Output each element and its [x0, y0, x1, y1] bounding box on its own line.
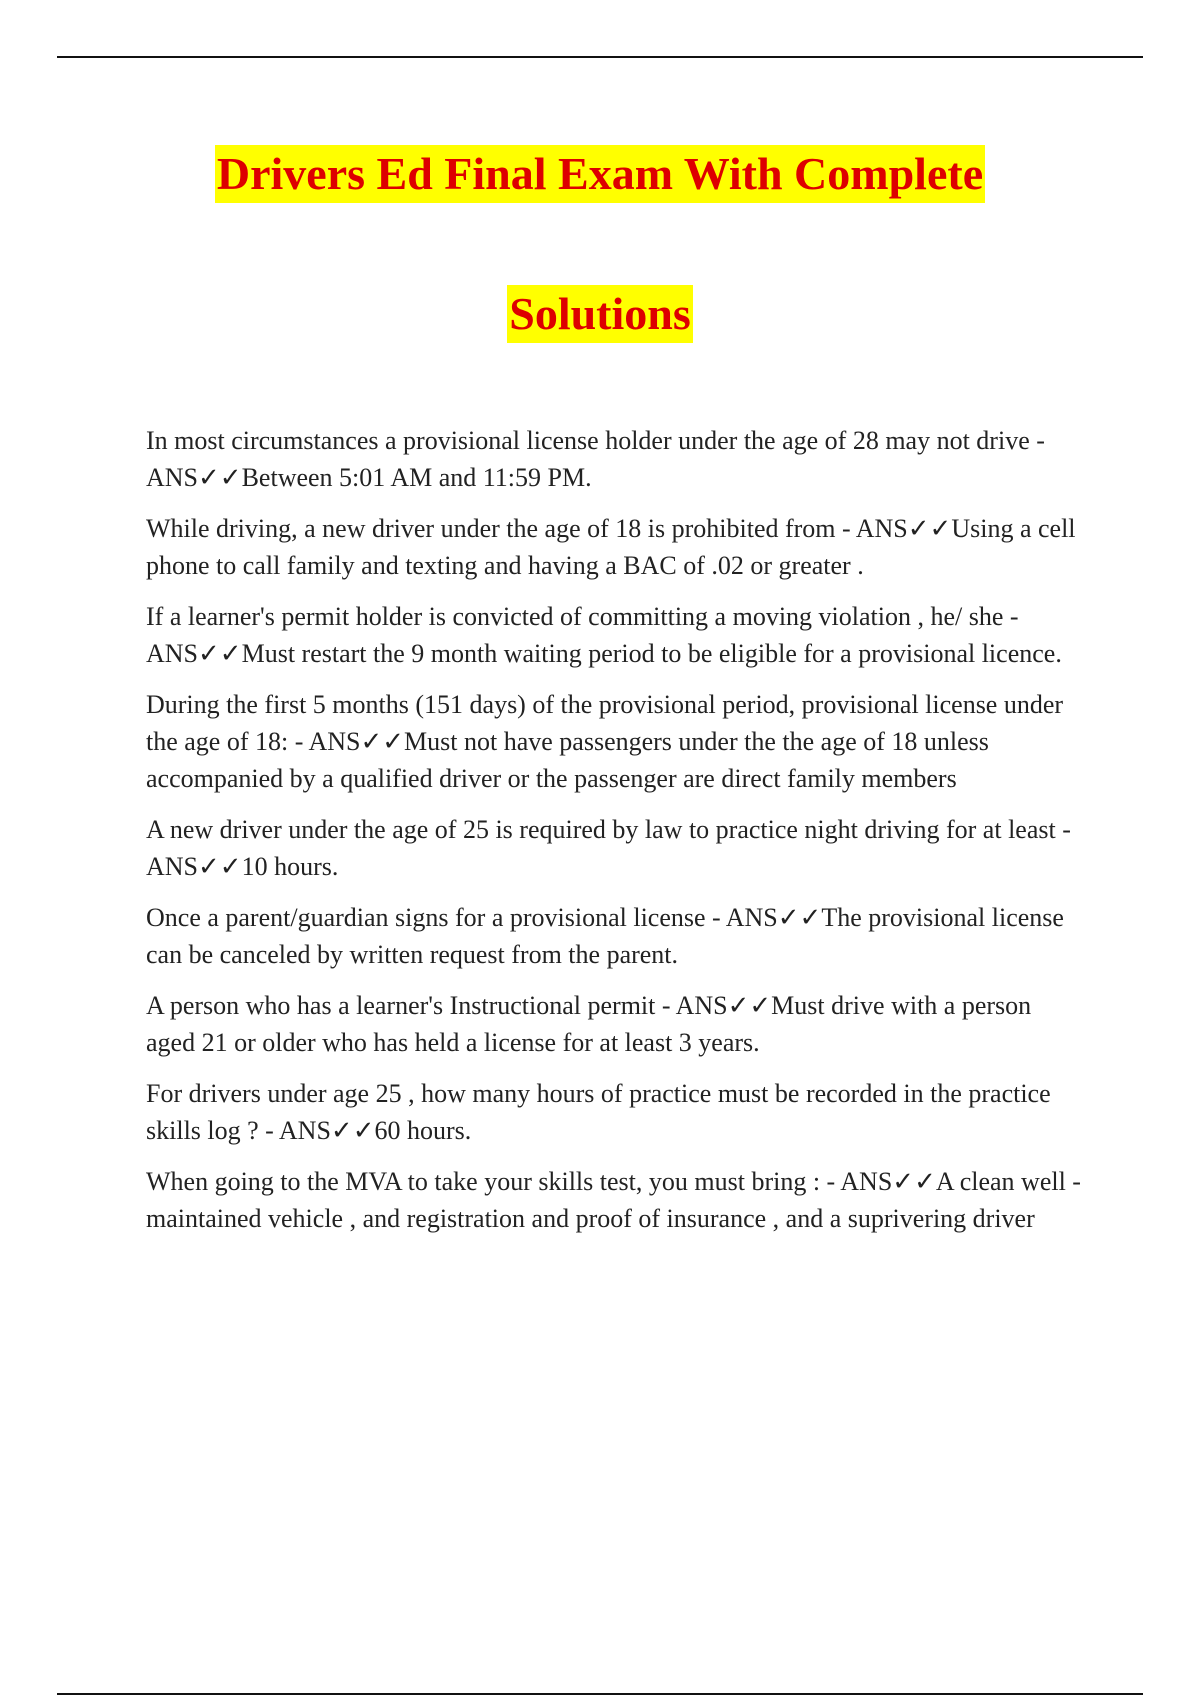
qa-item: During the first 5 months (151 days) of the provisional period, provisional license under the age of 18: - ANS✓✓Must not have passengers under the the age of 18 unless accompanied by a qualified driver or the passenger are direct family members	[146, 690, 1064, 793]
bottom-rule	[57, 1693, 1143, 1695]
qa-item: A new driver under the age of 25 is required by law to practice night driving for at least - ANS✓✓10 hours.	[146, 815, 1071, 881]
qa-item: Once a parent/guardian signs for a provisional license - ANS✓✓The provisional license can be canceled by written request from the parent.	[146, 903, 1064, 969]
title-highlight-2: Solutions	[507, 285, 693, 343]
qa-item: When going to the MVA to take your skills test, you must bring : - ANS✓✓A clean well - maintained vehicle , and registration and proof of insurance , and a suprivering driver	[146, 1167, 1081, 1233]
qa-item: In most circumstances a provisional license holder under the age of 28 may not drive - ANS✓✓Between 5:01 AM and 11:59 PM.	[146, 426, 1045, 492]
document-title-line-2	[0, 285, 1200, 343]
qa-item: A person who has a learner's Instructional permit - ANS✓✓Must drive with a person aged 21 or older who has held a license for at least 3 years.	[146, 991, 1032, 1057]
question-answer-list	[146, 422, 1086, 1251]
qa-item: While driving, a new driver under the age of 18 is prohibited from - ANS✓✓Using a cell phone to call family and texting and having a BAC of .02 or greater .	[146, 514, 1076, 580]
title-highlight-1: Drivers Ed Final Exam With Complete	[215, 145, 985, 203]
qa-item: For drivers under age 25 , how many hours of practice must be recorded in the practice skills log ? - ANS✓✓60 hours.	[146, 1079, 1051, 1145]
top-rule	[57, 56, 1143, 58]
qa-item: If a learner's permit holder is convicted of committing a moving violation , he/ she - ANS✓✓Must restart the 9 month waiting period to be eligible for a provisional licence.	[146, 602, 1062, 668]
document-title-line-1	[0, 145, 1200, 203]
